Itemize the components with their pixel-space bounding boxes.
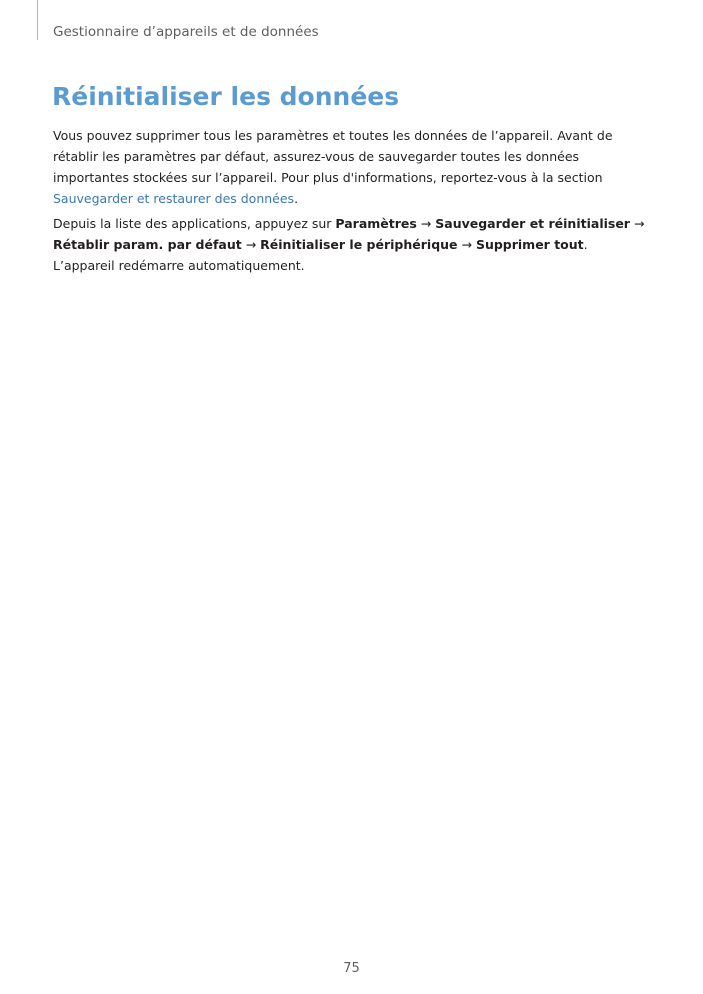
body-text [53,125,653,280]
page-number: 75 [343,961,360,976]
step-reset-device: Réinitialiser le périphérique [260,237,458,252]
header-rule [37,0,38,40]
page-title: Réinitialiser les données [52,82,400,111]
backup-restore-link[interactable]: Sauvegarder et restaurer des données [53,191,295,206]
running-header: Gestionnaire d’appareils et de données [53,24,319,40]
step-delete-all: Supprimer tout [475,237,584,252]
steps-outro: . L’appareil redémarre automatiquement. [53,237,588,273]
paragraph-intro: Vous pouvez supprimer tous les paramètres et toutes les données de l’appareil. Avant de rétablir les paramètres par défaut, assurez-vous de sauvegarder toutes les données importantes stockées sur l’appareil. Pour plus d'informations, reportez-vous à la section Sauvegarder et restaurer des données. [53,128,613,206]
paragraph-intro-text: Vous pouvez supprimer tous les paramètres et toutes les données de l’appareil. Avant de rétablir les paramètres par défaut, assurez-vous de sauvegarder toutes les données importantes stockées sur l’appareil. Pour plus d'informations, reportez-vous à la section [53,128,613,185]
paragraph-steps [53,213,653,276]
step-backup-reset: Sauvegarder et réinitialiser [435,216,630,231]
step-settings: Paramètres [335,216,417,231]
steps-intro: Depuis la liste des applications, appuyez sur [53,216,336,231]
arrow: → [457,237,476,252]
step-factory-reset: Rétablir param. par défaut [53,237,242,252]
arrow: → [241,237,261,252]
arrow: → [416,216,436,231]
arrow: → [629,216,645,231]
